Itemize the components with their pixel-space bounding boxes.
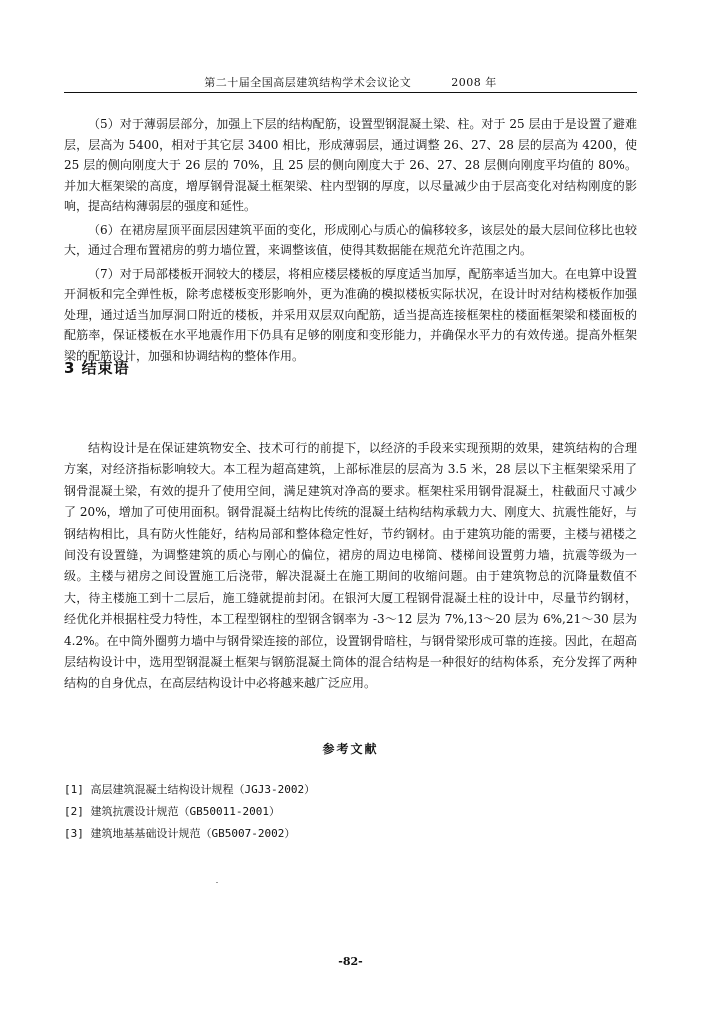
references-list <box>64 779 637 845</box>
paragraph-item-7: （7）对于局部楼板开洞较大的楼层，将相应楼层楼板的厚度适当加厚，配筋率适当加大。在电算中设置开洞板和完全弹性板，除考虑楼板变形影响外，更为准确的模拟楼板实际状况，在设计时对结构楼板作加强处理，通过适当加厚洞口附近的楼板，并采用双层双向配筋，适当提高连接框架柱的楼面框架梁和楼面板的配筋率，保证楼板在水平地震作用下仍具有足够的刚度和变形能力，并确保水平力的有效传递。提高外框架梁的配筋设计，加强和协调结构的整体作用。 <box>64 266 637 363</box>
conference-year: 2008 年 <box>451 76 497 89</box>
reference-item: [1] 高层建筑混凝土结构设计规程（JGJ3-2002） <box>64 783 316 796</box>
body-conclusion <box>64 438 637 698</box>
reference-item: [3] 建筑地基基础设计规范（GB5007-2002） <box>64 827 296 840</box>
body-section-continued <box>64 114 637 369</box>
running-header <box>64 74 637 90</box>
page-number: -82- <box>338 955 363 968</box>
conclusion-paragraph: 结构设计是在保证建筑物安全、技术可行的前提下，以经济的手段来实现预期的效果，建筑结构的合理方案，对经济指标影响较大。本工程为超高建筑，上部标准层的层高为 3.5 米，28 层以下主框架梁采用了钢骨混凝土梁，有效的提升了使用空间，满足建筑对净高的要求。框架柱采用钢骨混凝土，柱截面尺寸减少了 20%，增加了可使用面积。钢骨混凝土结构比传统的混凝土结构结构承载力大、刚度大、抗震性能好，与钢结构相比，具有防火性能好，结构局部和整体稳定性好，节约钢材。由于建筑功能的需要，主楼与裙楼之间没有设置缝，为调整建筑的质心与刚心的偏位，裙房的周边电梯筒、楼梯间设置剪力墙，抗震等级为一级。主楼与裙房之间设置施工后浇带，解决混凝土在施工期间的收缩问题。由于建筑物总的沉降量数值不大，待主楼施工到十二层后，施工缝就提前封闭。在银河大厦工程钢骨混凝土柱的设计中，尽量节约钢材，经优化并根据柱受力特性，本工程型钢柱的型钢含钢率为 -3～12 层为 7%,13～20 层为 6%,21～30 层为 4.2%。在中筒外圈剪力墙中与钢骨梁连接的部位，设置钢骨暗柱，与钢骨梁形成可靠的连接。因此，在超高层结构设计中，选用型钢混凝土框架与钢筋混凝土筒体的混合结构是一种很好的结构体系，充分发挥了两种结构的自身优点，在高层结构设计中必将越来越广泛应用。 <box>64 441 637 691</box>
header-rule <box>64 92 637 93</box>
reference-item: [2] 建筑抗震设计规范（GB50011-2001） <box>64 805 280 818</box>
paragraph-item-5: （5）对于薄弱层部分，加强上下层的结构配筋，设置型钢混凝土梁、柱。对于 25 层由于是设置了避难层，层高为 5400，相对于其它层 3400 相比，形成薄弱层，通过调整 26、27、28 层的层高为 4200，使 25 层的侧向刚度大于 26 层的 70%，且 25 层的侧向刚度大于 26、27、28 层侧向刚度平均值的 80%。并加大框架梁的高度，增厚钢骨混凝土框架梁、柱内型钢的厚度，以尽量减少由于层高变化对结构刚度的影响，提高结构薄弱层的强度和延性。 <box>64 117 637 213</box>
paragraph-item-6: （6）在裙房屋顶平面层因建筑平面的变化，形成刚心与质心的偏移较多，该层处的最大层间位移比也较大，通过合理布置裙房的剪力墙位置，来调整该值，使得其数据能在规范允许范围之内。 <box>64 222 637 257</box>
conference-title: 第二十届全国高层建筑结构学术会议论文 <box>204 76 412 89</box>
section-number: 3 <box>64 359 76 377</box>
scan-speck <box>216 882 218 883</box>
section-heading <box>64 357 130 378</box>
references-title: 参考文献 <box>322 742 379 756</box>
section-title: 结束语 <box>81 359 130 377</box>
